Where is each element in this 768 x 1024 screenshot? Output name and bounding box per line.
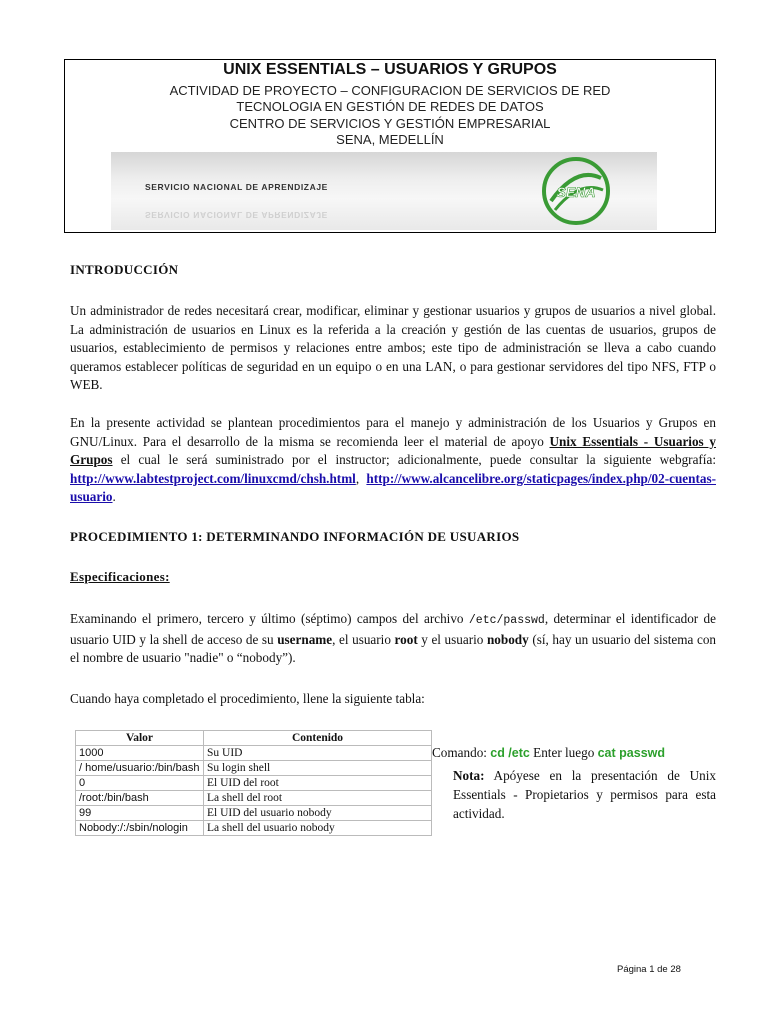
- intro-p1-text: Un administrador de redes necesitará crear, modificar, eliminar y gestionar usuarios y grupos de usuarios a nivel global. La administración de usuarios en Linux es la referida a la creación y gestión de las cuentas de usuarios, grupos de usuarios, establecimiento de permisos y relaciones entre ambos; este tipo de administración se lleva a cabo cuando queramos establecer políticas de seguridad en un equipo o en una LAN, o para gestionar servidores del tipo NFS, FTP o WEB.: [70, 303, 716, 392]
- term-username: username: [277, 631, 333, 647]
- cell-valor[interactable]: 99: [76, 806, 204, 821]
- cell-contenido: La shell del root: [204, 791, 432, 806]
- intro-p2-text-a: En la presente actividad se plantean procedimientos para el manejo y administración de los Usuarios y Grupos en GNU/Linux. Para el desarrollo de la misma se recomienda leer el material de apoyo: [70, 415, 716, 449]
- document-header: [64, 59, 716, 233]
- intro-p2-text-b: el cual le será suministrado por el instructor; adicionalmente, puede consultar la siguiente webgrafía:: [112, 452, 716, 467]
- table-row: [76, 791, 432, 806]
- cell-contenido: El UID del usuario nobody: [204, 806, 432, 821]
- note-box: [453, 766, 716, 823]
- proc-text-a: Examinando el primero, tercero y último (séptimo) campos del archivo: [70, 611, 469, 626]
- procedure-1-paragraph: [70, 610, 716, 668]
- intro-paragraph-1: [70, 302, 716, 395]
- intro-paragraph-2: [70, 414, 716, 507]
- banner-text: SERVICIO NACIONAL DE APRENDIZAJE: [145, 182, 328, 192]
- specifications-heading: Especificaciones:: [70, 569, 170, 584]
- command-cat-passwd: cat passwd: [597, 746, 665, 760]
- procedure-1-heading: PROCEDIMIENTO 1: DETERMINANDO INFORMACIÓN DE USUARIOS: [70, 529, 520, 544]
- proc-text-e: (sí, hay un usuario del sistema con el nombre de usuario "nadie" o “nobody”).: [70, 631, 717, 665]
- link-separator: ,: [355, 470, 367, 486]
- document-title: UNIX ESSENTIALS – USUARIOS Y GRUPOS: [223, 61, 557, 78]
- note-label: Nota:: [453, 768, 485, 783]
- logo-text: SENA: [556, 184, 596, 200]
- sena-logo-icon: [541, 156, 611, 226]
- table-row: [76, 761, 432, 776]
- table-intro-text: Cuando haya completado el procedimiento, llene la siguiente tabla:: [70, 691, 425, 706]
- header-line-center: CENTRO DE SERVICIOS Y GESTIÓN EMPRESARIAL: [229, 116, 551, 131]
- banner-reflection: SERVICIO NACIONAL DE APRENDIZAJE: [145, 210, 328, 220]
- comando-label: Comando:: [432, 745, 491, 760]
- intro-heading: INTRODUCCIÓN: [70, 262, 179, 277]
- cell-valor[interactable]: / home/usuario:/bin/bash: [76, 761, 204, 776]
- intro-p2-end: .: [112, 489, 116, 504]
- page-number: Página 1 de 28: [617, 964, 681, 975]
- sena-banner: [111, 152, 657, 230]
- proc-text-b: , determinar el identificador de usuario UID y la shell de acceso de su: [70, 611, 716, 647]
- table-header-row: [76, 731, 432, 746]
- cell-contenido: Su UID: [204, 746, 432, 761]
- term-root: root: [394, 631, 418, 647]
- header-line-program: TECNOLOGIA EN GESTIÓN DE REDES DE DATOS: [236, 99, 544, 114]
- cell-valor[interactable]: 1000: [76, 746, 204, 761]
- header-line-city: SENA, MEDELLÍN: [336, 132, 444, 147]
- table-intro: [70, 690, 716, 709]
- cell-valor[interactable]: 0: [76, 776, 204, 791]
- table-row: [76, 806, 432, 821]
- cell-contenido: El UID del root: [204, 776, 432, 791]
- table-row: [76, 776, 432, 791]
- proc-text-d: y el usuario: [417, 631, 487, 647]
- cell-valor[interactable]: Nobody:/:/sbin/nologin: [76, 821, 204, 836]
- cell-contenido: Su login shell: [204, 761, 432, 776]
- command-hint: [432, 743, 665, 763]
- table-row: [76, 821, 432, 836]
- header-line-activity: ACTIVIDAD DE PROYECTO – CONFIGURACION DE SERVICIOS DE RED: [169, 83, 611, 98]
- material-title: Unix Essentials - Usuarios y Grupos: [70, 433, 716, 467]
- command-cd-etc: cd /etc: [490, 746, 530, 760]
- term-nobody: nobody: [486, 631, 529, 647]
- link-labtestproject[interactable]: http://www.labtestproject.com/linuxcmd/chsh.html: [70, 470, 356, 486]
- proc-text-c: , el usuario: [332, 631, 395, 647]
- passwd-file-path: /etc/passwd: [468, 614, 545, 627]
- note-text: Apóyese en la presentación de Unix Essentials - Propietarios y permisos para esta actividad.: [453, 768, 716, 821]
- uid-table: [75, 730, 432, 836]
- link-alcancelibre[interactable]: http://www.alcancelibre.org/staticpages/index.php/02-cuentas-usuario: [70, 470, 716, 504]
- cell-valor[interactable]: /root:/bin/bash: [76, 791, 204, 806]
- col-header-contenido: Contenido: [204, 731, 432, 746]
- col-header-valor: Valor: [76, 731, 204, 746]
- table-row: [76, 746, 432, 761]
- cell-contenido: La shell del usuario nobody: [204, 821, 432, 836]
- command-middle-text: Enter luego: [529, 745, 598, 760]
